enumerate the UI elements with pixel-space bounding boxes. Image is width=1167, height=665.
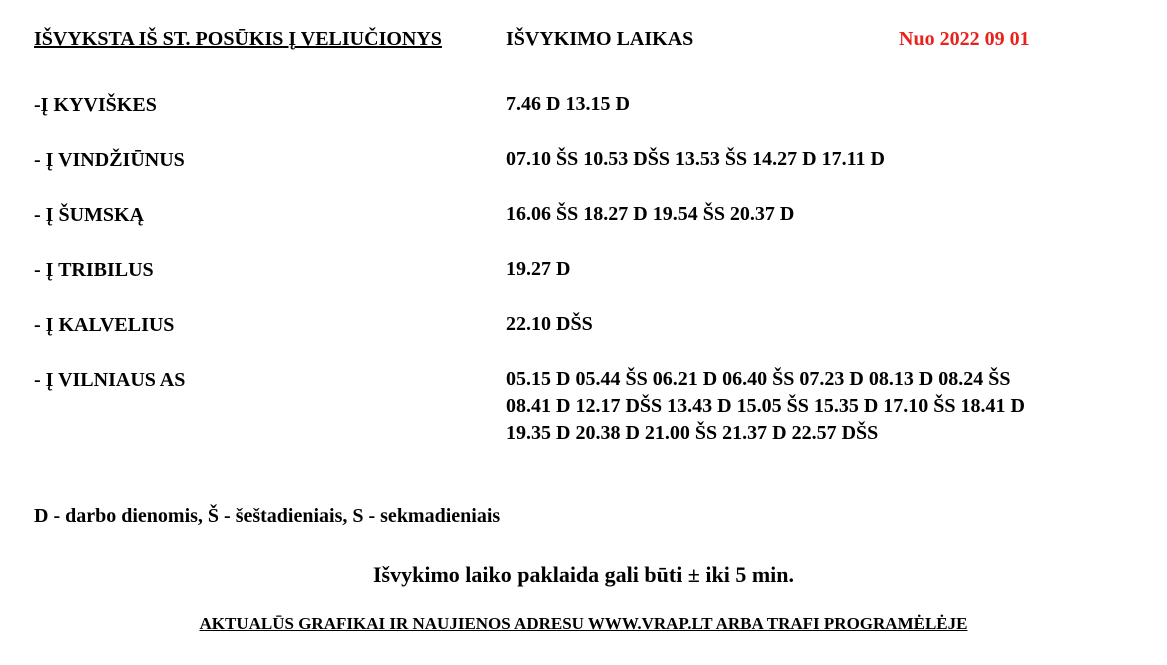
footer-note: AKTUALŪS GRAFIKAI IR NAUJIENOS ADRESU WWW.VRAP.LT ARBA TRAFI PROGRAMĖLĖJE xyxy=(199,614,968,633)
times-line: 19.35 D 20.38 D 21.00 ŠS 21.37 D 22.57 DŠS xyxy=(506,422,879,444)
times-line: 16.06 ŠS 18.27 D 19.54 ŠS 20.37 D xyxy=(506,203,795,225)
times-line: 05.15 D 05.44 ŠS 06.21 D 06.40 ŠS 07.23 D 08.13 D 08.24 ŠS xyxy=(506,368,1011,390)
time-column-header: IŠVYKIMO LAIKAS xyxy=(506,28,694,50)
destination-kyviskes: -Į KYVIŠKES xyxy=(34,94,157,116)
departure-times-kyviskes xyxy=(506,91,630,118)
legend-note: D - darbo dienomis, Š - šeštadieniais, S - sekmadieniais xyxy=(34,505,501,527)
times-line: 07.10 ŠS 10.53 DŠS 13.53 ŠS 14.27 D 17.11 D xyxy=(506,148,885,170)
destination-vindziunus: - Į VINDŽIŪNUS xyxy=(34,149,185,171)
departure-times-kalvelius xyxy=(506,311,593,338)
tolerance-note: Išvykimo laiko paklaida gali būti ± iki 5 min. xyxy=(372,562,795,587)
times-line: 22.10 DŠS xyxy=(506,313,593,335)
departure-times-vilniaus-as xyxy=(506,366,1025,447)
times-line: 08.41 D 12.17 DŠS 13.43 D 15.05 ŠS 15.35 D 17.10 ŠS 18.41 D xyxy=(506,395,1025,417)
times-line: 19.27 D xyxy=(506,258,571,280)
destination-sumska: - Į ŠUMSKĄ xyxy=(34,204,145,226)
times-line: 7.46 D 13.15 D xyxy=(506,93,630,115)
destination-vilniaus-as: - Į VILNIAUS AS xyxy=(34,369,186,391)
valid-from-date: Nuo 2022 09 01 xyxy=(899,28,1030,50)
departure-times-tribilus xyxy=(506,256,570,283)
departure-times-sumska xyxy=(506,201,794,228)
destination-kalvelius: - Į KALVELIUS xyxy=(34,314,175,336)
page-title: IŠVYKSTA IŠ ST. POSŪKIS Į VELIUČIONYS xyxy=(34,28,442,50)
departure-times-vindziunus xyxy=(506,146,885,173)
destination-tribilus: - Į TRIBILUS xyxy=(34,259,154,281)
